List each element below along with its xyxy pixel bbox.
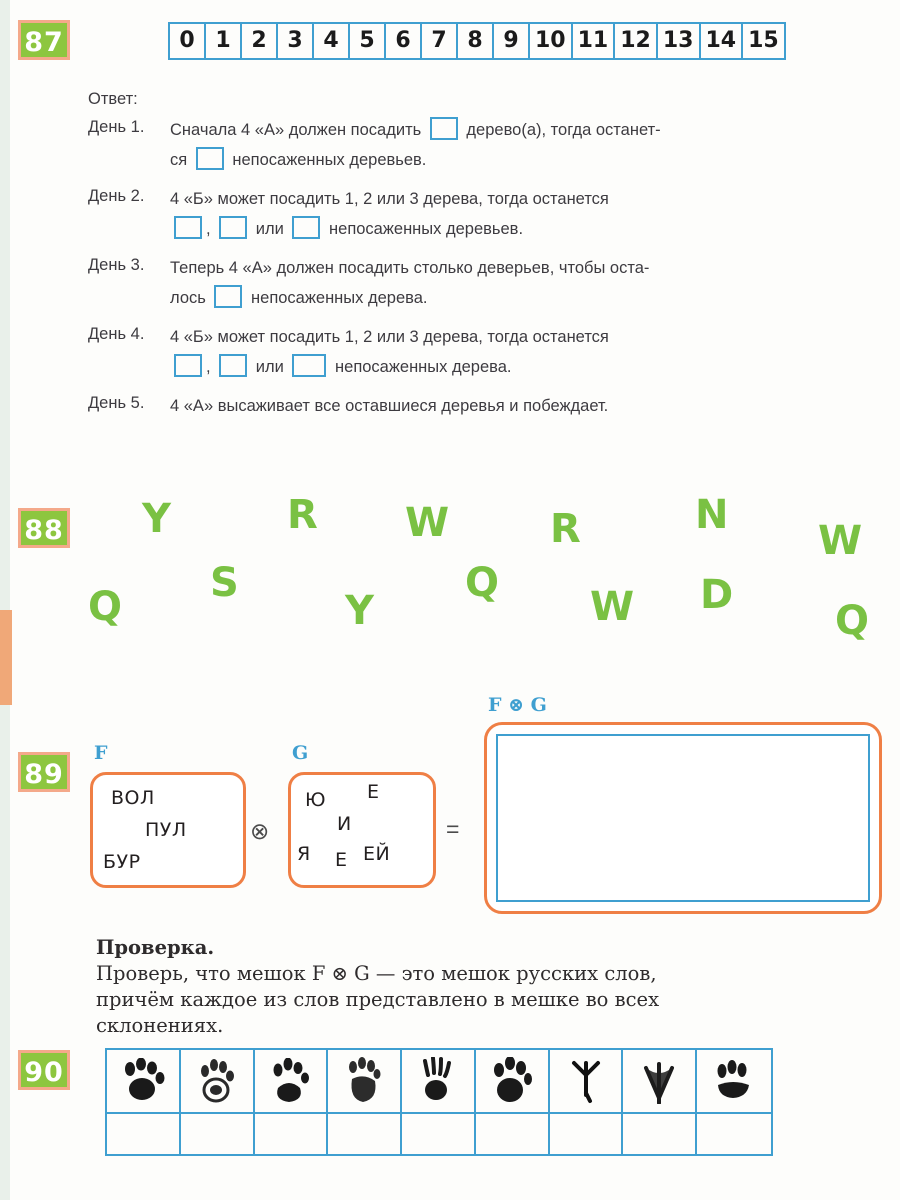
track-cell[interactable] [255, 1050, 329, 1112]
table-row [107, 1114, 771, 1154]
answer-box[interactable] [430, 117, 458, 140]
track-cell[interactable] [328, 1050, 402, 1112]
day1-text-part2: дерево(а), тогда останет- [466, 121, 661, 139]
number-strip-87 [168, 22, 786, 60]
bag-g-word: Ю [305, 789, 327, 811]
number-cell: 11 [573, 24, 616, 58]
number-cell: 7 [422, 24, 458, 58]
animal-tracks-table [105, 1048, 773, 1156]
check-note-89 [96, 935, 886, 1039]
exercise-number-89: 89 [18, 752, 70, 792]
day1-text-part4: непосаженных деревьев. [232, 151, 427, 169]
track-cell[interactable] [623, 1050, 697, 1112]
answer-box[interactable] [174, 216, 202, 239]
day4-text-part1: 4 «Б» может посадить 1, 2 или 3 дерева, тогда останется [170, 328, 609, 346]
answer-box[interactable] [219, 216, 247, 239]
exercise-number-88: 88 [18, 508, 70, 548]
paw-print-bear-icon [270, 1058, 310, 1104]
answer-cell[interactable] [476, 1114, 550, 1154]
bag-g [288, 772, 436, 888]
letter-glyph: S [210, 560, 239, 606]
answer-cell[interactable] [623, 1114, 697, 1154]
track-cell[interactable] [402, 1050, 476, 1112]
paw-print-dog-icon [121, 1058, 165, 1104]
exercise-87-body [88, 90, 848, 430]
day1-text-part3: ся [170, 151, 188, 169]
day-label: День 4. [88, 325, 145, 343]
day2-text-part4: непосаженных деревьев. [329, 220, 524, 238]
exercise-89-bag-multiplication [0, 690, 900, 930]
track-cell[interactable] [476, 1050, 550, 1112]
answer-cell[interactable] [550, 1114, 624, 1154]
bag-f-word: ВОЛ [111, 787, 155, 809]
letter-glyph: D [700, 572, 734, 618]
bag-g-word: Е [367, 781, 380, 803]
letter-glyph: Y [345, 588, 374, 634]
paw-print-badger-icon [345, 1057, 383, 1105]
check-title: Проверка. [96, 936, 215, 959]
day4-text-part4: непосаженных дерева. [335, 358, 512, 376]
letter-glyph: Q [835, 598, 870, 644]
letter-glyph: W [405, 500, 450, 546]
number-cell: 9 [494, 24, 530, 58]
paw-print-cat-icon [197, 1058, 237, 1104]
number-cell: 10 [530, 24, 573, 58]
answer-box[interactable] [174, 354, 202, 377]
day3-text-part3: непосаженных дерева. [251, 289, 428, 307]
day2-text-part2: , [206, 220, 211, 238]
page-left-margin-strip [0, 0, 10, 1200]
day-row-4 [88, 322, 848, 382]
day-label: День 5. [88, 394, 145, 412]
bag-label-result: F ⊗ G [488, 694, 547, 716]
answer-cell[interactable] [328, 1114, 402, 1154]
answer-cell[interactable] [255, 1114, 329, 1154]
answer-box[interactable] [214, 285, 242, 308]
number-cell: 13 [658, 24, 701, 58]
exercise-88-letter-cloud [80, 492, 880, 662]
answer-label: Ответ: [88, 90, 138, 108]
check-line-1: Проверь, что мешок F ⊗ G — это мешок русских слов, [96, 962, 657, 985]
letter-glyph: Q [88, 584, 123, 630]
day2-text-part3: или [255, 220, 284, 238]
day-label: День 1. [88, 118, 145, 136]
bag-label-f: F [94, 742, 108, 764]
answer-cell[interactable] [402, 1114, 476, 1154]
letter-glyph: W [590, 584, 635, 630]
paw-print-bird-three-toe-icon [569, 1057, 603, 1105]
letter-glyph: W [818, 518, 863, 564]
number-cell: 0 [170, 24, 206, 58]
day-row-5 [88, 391, 848, 421]
bag-result-answer-area[interactable] [484, 722, 882, 914]
check-line-2: причём каждое из слов представлено в мешке во всех [96, 988, 660, 1011]
day4-text-part3: или [255, 358, 284, 376]
bag-g-word: Е [335, 849, 348, 871]
number-cell: 8 [458, 24, 494, 58]
equals-sign: = [446, 816, 460, 842]
letter-glyph: Y [142, 496, 171, 542]
letter-glyph: Q [465, 560, 500, 606]
day-label: День 2. [88, 187, 145, 205]
number-cell: 14 [701, 24, 744, 58]
bag-g-word: Я [297, 843, 311, 865]
day-label: День 3. [88, 256, 145, 274]
number-cell: 6 [386, 24, 422, 58]
day5-text: 4 «А» высаживает все оставшиеся деревья и побеждает. [170, 397, 609, 415]
bag-f [90, 772, 246, 888]
letter-glyph: R [550, 506, 581, 552]
answer-cell[interactable] [107, 1114, 181, 1154]
answer-cell[interactable] [181, 1114, 255, 1154]
paw-print-hare-icon [713, 1059, 755, 1103]
number-cell: 3 [278, 24, 314, 58]
number-cell: 4 [314, 24, 350, 58]
day-row-2 [88, 184, 848, 244]
number-cell: 5 [350, 24, 386, 58]
day-row-3 [88, 253, 848, 313]
bag-result-inner-frame[interactable] [496, 734, 870, 902]
bag-g-word: ЕЙ [363, 843, 391, 865]
bag-f-word: БУР [103, 851, 141, 873]
answer-box[interactable] [292, 354, 326, 377]
tensor-operator-icon: ⊗ [250, 818, 270, 844]
day-row-1 [88, 115, 848, 175]
table-row [107, 1050, 771, 1114]
check-line-3: склонениях. [96, 1014, 224, 1037]
answer-box[interactable] [292, 216, 320, 239]
bag-f-word: ПУЛ [145, 819, 187, 841]
letter-glyph: R [287, 492, 318, 538]
paw-print-bird-duck-icon [640, 1058, 678, 1104]
track-cell[interactable] [107, 1050, 181, 1112]
answer-box[interactable] [196, 147, 224, 170]
day2-text-part1: 4 «Б» может посадить 1, 2 или 3 дерева, тогда останется [170, 190, 609, 208]
paw-print-rodent-icon [420, 1057, 456, 1105]
day3-text-part1: Теперь 4 «А» должен посадить столько деверьев, чтобы оста- [170, 259, 650, 277]
day4-text-part2: , [206, 358, 211, 376]
answer-cell[interactable] [697, 1114, 771, 1154]
exercise-number-87: 87 [18, 20, 70, 60]
track-cell[interactable] [550, 1050, 624, 1112]
number-cell: 1 [206, 24, 242, 58]
bag-g-word: И [337, 813, 352, 835]
track-cell[interactable] [181, 1050, 255, 1112]
day1-text-part1: Сначала 4 «А» должен посадить [170, 121, 422, 139]
answer-box[interactable] [219, 354, 247, 377]
number-cell: 12 [615, 24, 658, 58]
bag-label-g: G [292, 742, 309, 764]
track-cell[interactable] [697, 1050, 771, 1112]
letter-glyph: N [695, 492, 729, 538]
day3-text-part2: лось [170, 289, 206, 307]
paw-print-wolf-icon [491, 1057, 533, 1105]
number-cell: 2 [242, 24, 278, 58]
number-cell: 15 [748, 28, 779, 53]
exercise-number-90: 90 [18, 1050, 70, 1090]
